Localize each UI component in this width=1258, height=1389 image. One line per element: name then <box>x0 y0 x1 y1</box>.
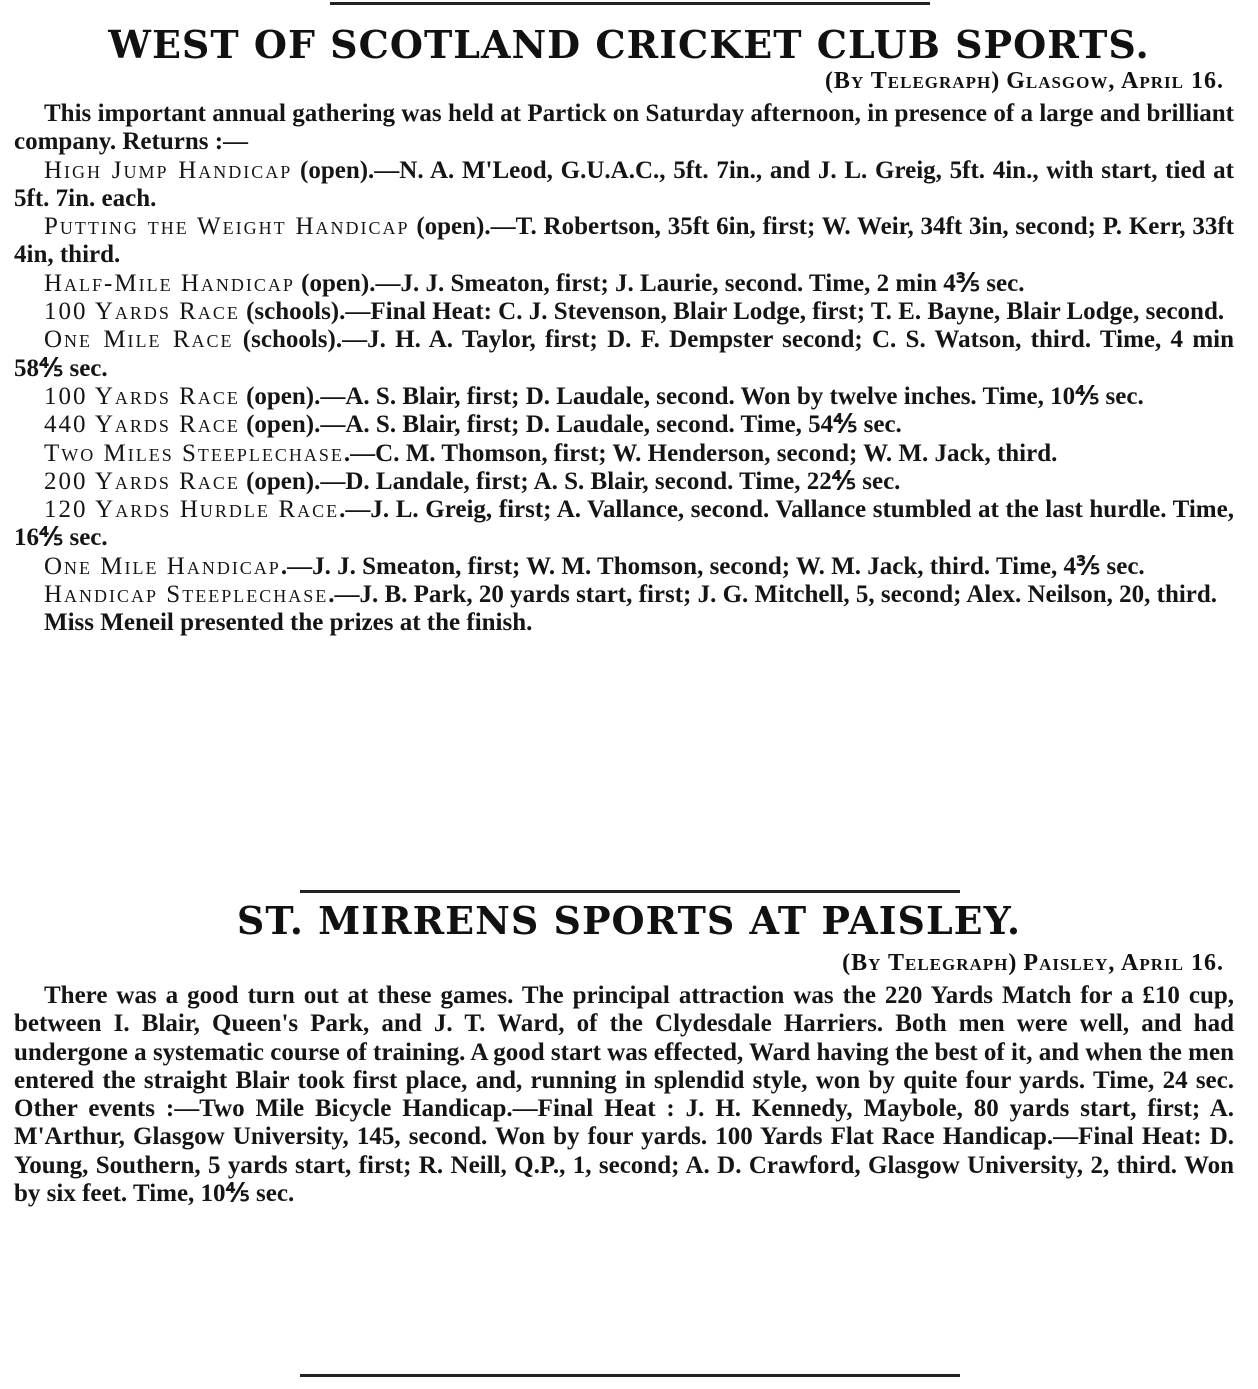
event-result: .—J. L. Greig, first; A. Vallance, second. Vallance stumbled at the last hurdle. Time, 16⅘ sec. <box>14 496 1234 552</box>
event-paragraph <box>14 440 1234 468</box>
event-result: (open).—J. J. Smeaton, first; J. Laurie, second. Time, 2 min 4⅗ sec. <box>294 269 1025 297</box>
dateline-place: Paisley, April 16. <box>1023 950 1224 976</box>
event-paragraph <box>14 270 1234 298</box>
event-paragraph <box>14 411 1234 439</box>
event-result: (open).—D. Landale, first; A. S. Blair, second. Time, 22⅘ sec. <box>239 467 901 495</box>
article-west-of-scotland <box>14 100 1234 638</box>
event-paragraph <box>14 157 1234 214</box>
event-name: Putting the Weight Handicap <box>44 213 410 241</box>
event-name: One Mile Handicap <box>44 552 281 580</box>
event-result: .—J. J. Smeaton, first; W. M. Thomson, second; W. M. Jack, third. Time, 4⅗ sec. <box>280 552 1145 580</box>
event-paragraph <box>14 496 1234 553</box>
bottom-rule <box>300 1374 960 1377</box>
event-name: One Mile Race <box>44 326 234 354</box>
event-result: .—J. B. Park, 20 yards start, first; J. G. Mitchell, 5, second; Alex. Neilson, 20, third. <box>328 581 1218 609</box>
event-result: (schools).—Final Heat: C. J. Stevenson, Blair Lodge, first; T. E. Bayne, Blair Lodge, second. <box>239 298 1225 326</box>
article-st-mirrens <box>14 982 1234 1208</box>
event-result: (open).—T. Robertson, 35ft 6in, first; W. Weir, 34ft 3in, second; P. Kerr, 33ft 4in, third. <box>14 213 1234 269</box>
event-paragraph <box>14 298 1234 326</box>
intro-paragraph: This important annual gathering was held at Partick on Saturday afternoon, in presence of a large and brilliant company. Returns :— <box>14 100 1234 156</box>
event-result: .—C. M. Thomson, first; W. Henderson, second; W. M. Jack, third. <box>343 439 1058 467</box>
dateline-tag: (By Telegraph) <box>842 950 1018 976</box>
section-divider-rule <box>300 890 960 893</box>
closing-paragraph: Miss Meneil presented the prizes at the finish. <box>44 609 533 637</box>
event-paragraph <box>14 581 1234 609</box>
event-name: 100 Yards Race <box>44 382 240 410</box>
event-result: (open).—A. S. Blair, first; D. Laudale, second. Won by twelve inches. Time, 10⅘ sec. <box>239 382 1144 410</box>
event-result: (open).—N. A. M'Leod, G.U.A.C., 5ft. 7in., and J. L. Greig, 5ft. 4in., with start, tied at 5ft. 7in. each. <box>14 156 1234 212</box>
event-name: Handicap Steeplechase <box>44 581 329 609</box>
event-name: 100 Yards Race <box>44 298 240 326</box>
dateline-place: Glasgow, April 16. <box>1006 68 1224 94</box>
event-paragraph <box>14 326 1234 383</box>
dateline-tag: (By Telegraph) <box>824 68 1001 94</box>
event-result: (schools).—J. H. A. Taylor, first; D. F. Dempster second; C. S. Watson, third. Time, 4 min 58⅘ sec. <box>14 326 1234 382</box>
body-paragraph: There was a good turn out at these games. The principal attraction was the 220 Yards Match for a £10 cup, between I. Blair, Queen's Park, and J. T. Ward, of the Clydesdale Harriers. Both men were well, and had undergone a systematic course of training. A good start was effected, Ward having the best of it, and when the men entered the straight Blair took first place, and, running in splendid style, won by quite four yards. Time, 24 sec. Other events :—Two Mile Bicycle Handicap.—Final Heat : J. H. Kennedy, Maybole, 80 yards start, first; A. M'Arthur, Glasgow University, 145, second. Won by four yards. 100 Yards Flat Race Handicap.—Final Heat: D. Young, Southern, 5 yards start, first; R. Neill, Q.P., 1, second; A. D. Crawford, Glasgow University, 2, third. Won by six feet. Time, 10⅘ sec. <box>14 982 1234 1208</box>
event-name: 200 Yards Race <box>44 467 240 495</box>
event-name: Two Miles Steeplechase <box>44 439 344 467</box>
dateline-paisley <box>842 950 1224 977</box>
event-name: 120 Yards Hurdle Race <box>44 496 340 524</box>
headline-west-of-scotland: WEST OF SCOTLAND CRICKET CLUB SPORTS. <box>108 22 1150 67</box>
headline-st-mirrens: ST. MIRRENS SPORTS AT PAISLEY. <box>236 898 1022 943</box>
event-name: High Jump Handicap <box>44 156 293 184</box>
event-paragraph <box>14 553 1234 581</box>
event-paragraph <box>14 213 1234 270</box>
event-result: (open).—A. S. Blair, first; D. Laudale, second. Time, 54⅘ sec. <box>239 411 902 439</box>
event-name: 440 Yards Race <box>44 411 240 439</box>
event-paragraph <box>14 468 1234 496</box>
dateline-glasgow <box>825 68 1224 95</box>
top-rule <box>330 2 930 5</box>
event-paragraph <box>14 383 1234 411</box>
event-name: Half-Mile Handicap <box>44 269 295 297</box>
